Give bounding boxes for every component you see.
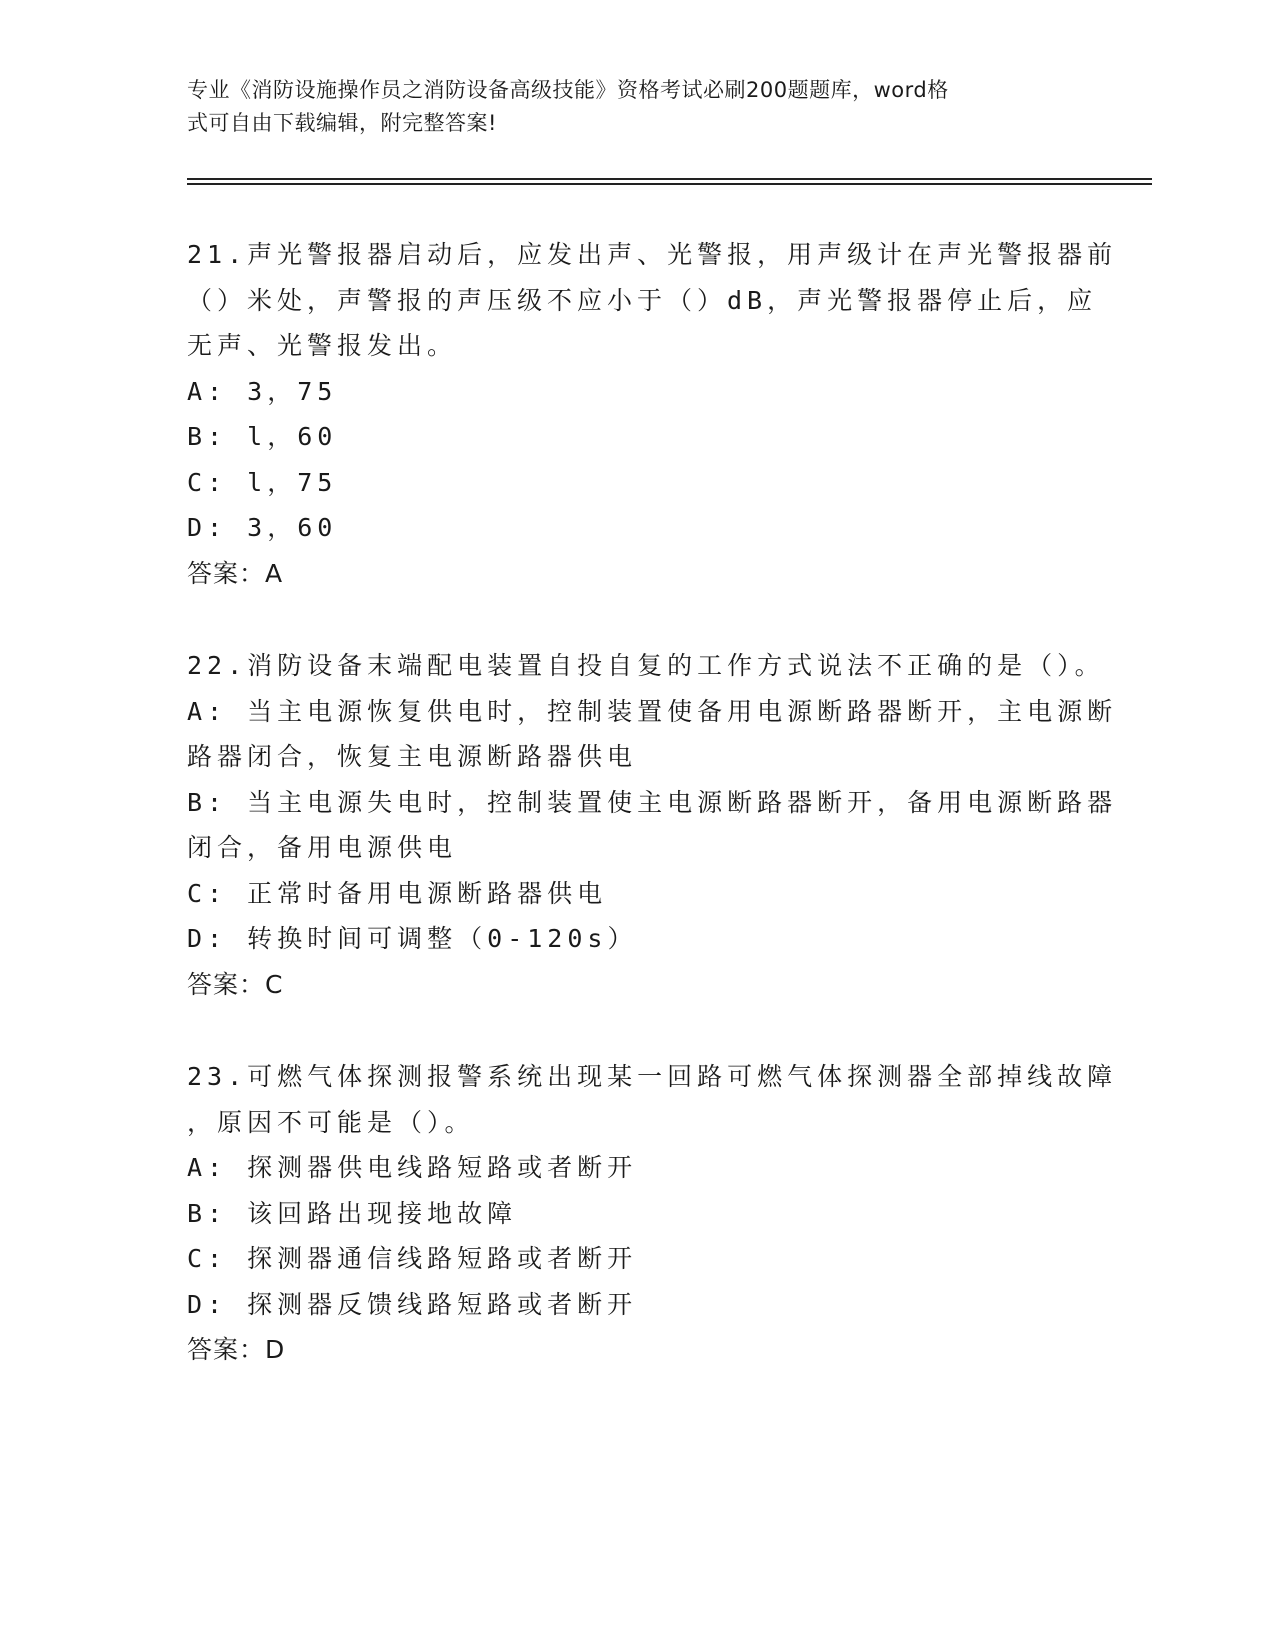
question-stem-line: 21.声光警报器启动后，应发出声、光警报，用声级计在声光警报器前	[187, 240, 1118, 269]
document-header	[187, 74, 1067, 140]
option-c: C: 正常时备用电源断路器供电	[187, 878, 608, 908]
option-a: A: 探测器供电线路短路或者断开	[187, 1153, 638, 1182]
question-stem-line: 23.可燃气体探测报警系统出现某一回路可燃气体探测器全部掉线故障	[187, 1062, 1118, 1091]
header-line-1: 专业《消防设施操作员之消防设备高级技能》资格考试必刷200题题库，word格	[187, 78, 949, 102]
option-a-continued: 路器闭合，恢复主电源断路器供电	[187, 742, 638, 771]
option-b-continued: 闭合，备用电源供电	[187, 833, 458, 862]
header-divider-bottom	[187, 183, 1152, 185]
question-22	[187, 643, 1118, 1007]
question-stem-line: ，原因不可能是（）。	[187, 1107, 475, 1137]
option-c: C: l，75	[187, 467, 338, 497]
option-b: B: 该回路出现接地故障	[187, 1198, 518, 1228]
question-21	[187, 232, 1118, 596]
option-d: D: 3，60	[187, 513, 338, 542]
option-c: C: 探测器通信线路短路或者断开	[187, 1244, 638, 1273]
answer-label: 答案：C	[187, 969, 284, 999]
answer-label: 答案：D	[187, 1335, 286, 1364]
option-a: A: 当主电源恢复供电时，控制装置使备用电源断路器断开，主电源断	[187, 696, 1118, 726]
option-b: B: l，60	[187, 422, 338, 451]
option-d: D: 探测器反馈线路短路或者断开	[187, 1289, 638, 1319]
question-stem-line: （）米处，声警报的声压级不应小于（）dB，声光警报器停止后，应	[187, 285, 1098, 315]
header-line-2: 式可自由下载编辑，附完整答案!	[187, 111, 497, 135]
option-a: A: 3，75	[187, 376, 338, 406]
question-stem-line: 22.消防设备末端配电装置自投自复的工作方式说法不正确的是（）。	[187, 651, 1105, 680]
question-23	[187, 1054, 1118, 1373]
question-stem-line: 无声、光警报发出。	[187, 331, 458, 360]
option-b: B: 当主电源失电时，控制装置使主电源断路器断开，备用电源断路器	[187, 787, 1118, 817]
header-divider-top	[187, 178, 1152, 180]
answer-label: 答案：A	[187, 558, 284, 588]
option-d: D: 转换时间可调整（0-120s）	[187, 924, 638, 953]
